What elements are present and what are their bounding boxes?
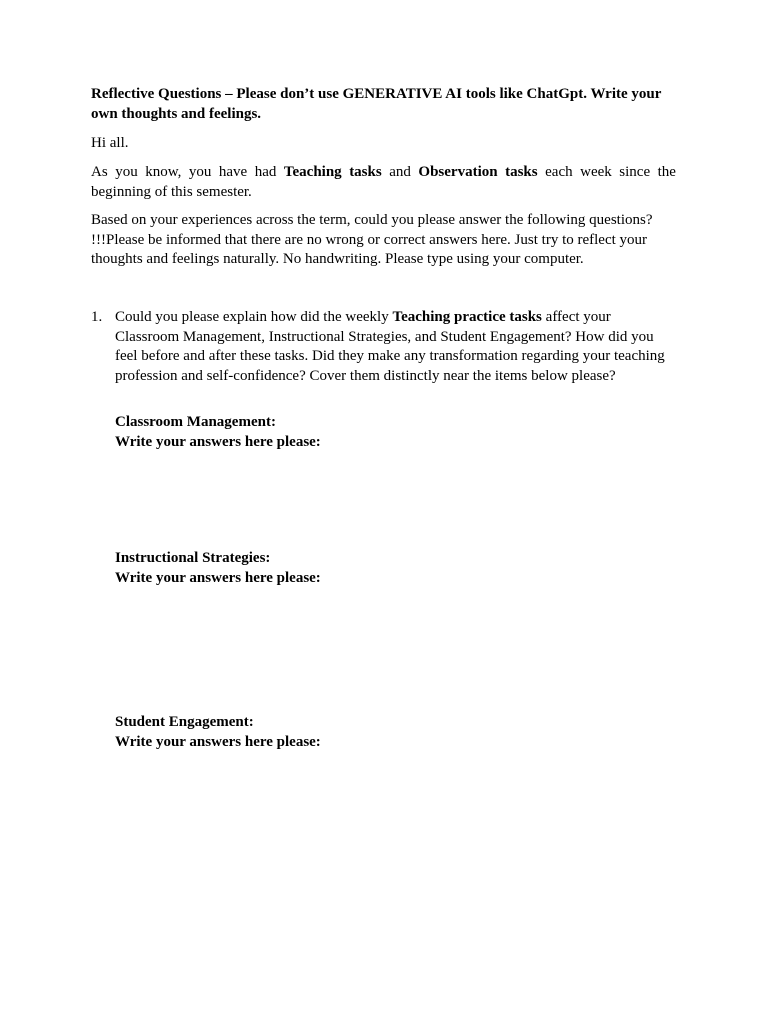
greeting: Hi all. xyxy=(91,135,129,151)
question-suffix: affect your Classroom Management, Instructional Strategies, and Student Engagement? How did you feel before and after these tasks. Did they make any transformation regarding your teaching profession and self-confidence? Cover them distinctly near the items below please? xyxy=(115,309,665,384)
teaching-tasks-term: Teaching tasks xyxy=(283,164,382,180)
teaching-practice-tasks-term: Teaching practice tasks xyxy=(392,309,542,325)
document-title: Reflective Questions – Please don’t use GENERATIVE AI tools like ChatGpt. Write your own thoughts and feelings. xyxy=(91,86,662,122)
section-instructional-strategies xyxy=(115,549,675,588)
section-heading: Instructional Strategies: xyxy=(115,550,271,566)
answer-prompt: Write your answers here please: xyxy=(115,733,321,750)
question-text xyxy=(115,308,677,386)
intro-prefix: As you know, you have had xyxy=(91,164,284,180)
intro-suffix: each week since the beginning of this semester. xyxy=(91,164,676,200)
answer-prompt: Write your answers here please: xyxy=(115,433,321,450)
question-prefix: Could you please explain how did the weekly xyxy=(115,309,393,325)
instructions-paragraph: Based on your experiences across the term, could you please answer the following questions? !!!Please be informed that there are no wrong or correct answers here. Just try to reflect your thoughts and feelings naturally. No handwriting. Please type using your computer. xyxy=(91,212,653,267)
section-heading: Classroom Management: xyxy=(115,414,276,430)
intro-and: and xyxy=(381,164,419,180)
section-student-engagement xyxy=(115,713,675,752)
section-classroom-management xyxy=(115,413,675,452)
question-number: 1. xyxy=(91,309,103,325)
answer-prompt: Write your answers here please: xyxy=(115,569,321,586)
observation-tasks-term: Observation tasks xyxy=(418,164,538,180)
section-heading: Student Engagement: xyxy=(115,714,254,730)
intro-paragraph xyxy=(91,163,676,202)
